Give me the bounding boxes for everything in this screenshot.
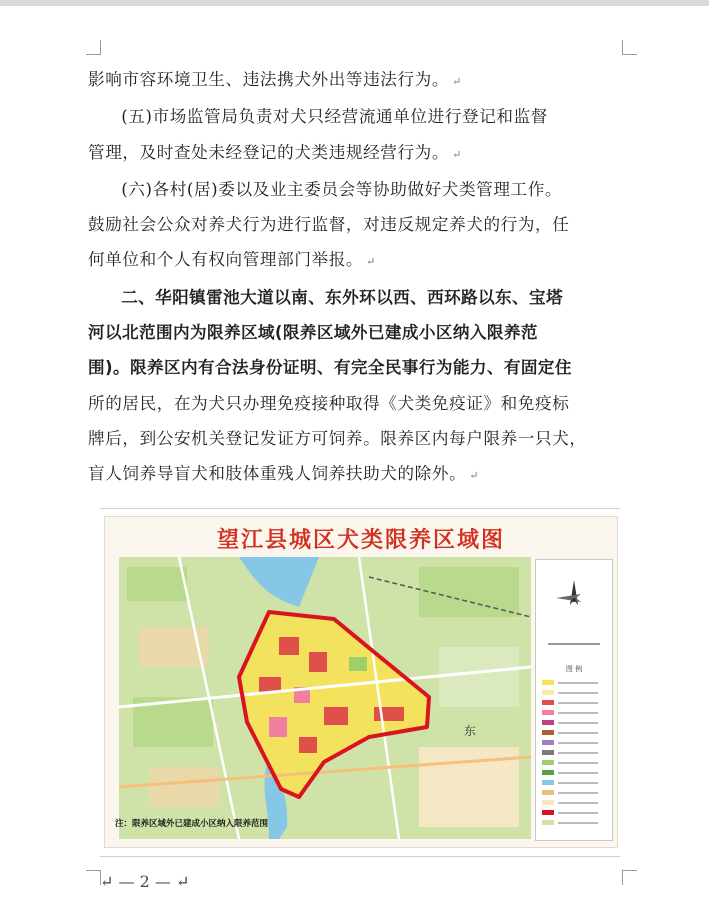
legend-swatch (542, 710, 554, 715)
footer-left-mark: ↵ (100, 872, 114, 891)
legend-swatch (542, 690, 554, 695)
legend-text (558, 742, 598, 744)
legend-text (558, 732, 598, 734)
margin-mark-bottom-right (622, 870, 637, 885)
return-mark-icon: ↵ (366, 255, 376, 269)
map-note: 注：限养区域外已建成小区纳入限养范围 (115, 819, 269, 829)
return-mark-icon: ↵ (469, 469, 480, 483)
footer-right-mark: ↵ (175, 872, 190, 891)
legend-text (558, 712, 598, 714)
legend-swatch (542, 750, 554, 755)
page-number: — 2 — (118, 872, 171, 891)
section-2-line: 围)。限养区内有合法身份证明、有完全民事行为能力、有固定住 (88, 358, 572, 378)
legend-swatch (542, 820, 554, 825)
section-2-line: 河以北范围内为限养区域(限养区域外已建成小区纳入限养范 (88, 323, 538, 343)
paragraph-line: 影响市容环境卫生、违法携犬外出等违法行为。 ↵ (88, 70, 462, 89)
map-drawing (119, 557, 531, 839)
legend-swatch (542, 780, 554, 785)
page-footer (100, 872, 189, 891)
paragraph-line: 管理，及时查处未经登记的犬类违规经营行为。 ↵ (88, 142, 462, 162)
legend-text (558, 822, 598, 824)
paragraph-line: 何单位和个人有权向管理部门举报。 ↵ (88, 250, 376, 270)
section-2-line: 二、华阳镇雷池大道以南、东外环以西、西环路以东、宝塔 (121, 287, 564, 307)
margin-mark-bottom-left (86, 870, 101, 885)
legend-text (558, 702, 598, 704)
margin-mark-top-left (86, 40, 101, 55)
legend-swatch (542, 740, 554, 745)
paragraph-line: (五)市场监管局负责对犬只经营流通单位进行登记和监督 (121, 107, 548, 127)
map-legend (535, 559, 613, 841)
legend-text (558, 692, 598, 694)
paragraph-line: 鼓励社会公众对养犬行为进行监督，对违反规定养犬的行为，任 (88, 215, 570, 235)
legend-text (558, 752, 598, 754)
margin-mark-top-right (622, 40, 637, 55)
legend-text (558, 792, 598, 794)
legend-swatch (542, 700, 554, 705)
legend-text (558, 782, 598, 784)
return-mark-icon: ↵ (452, 75, 462, 88)
legend-swatch (542, 760, 554, 765)
legend-text (558, 812, 598, 814)
legend-text (558, 802, 598, 804)
legend-text (558, 682, 598, 684)
legend-text (558, 722, 598, 724)
legend-swatch (542, 680, 554, 685)
divider-bottom (100, 856, 620, 857)
legend-swatch (542, 810, 554, 815)
return-mark-icon: ↵ (452, 147, 462, 161)
legend-title: 图 例 (565, 665, 583, 673)
legend-swatch (542, 770, 554, 775)
top-strip (0, 0, 709, 6)
section-2-line: 牌后，到公安机关登记发证方可饲养。限养区内每户限养一只犬， (88, 428, 587, 448)
legend-swatch (542, 720, 554, 725)
body-text (88, 62, 643, 494)
map-label-east: 东 (464, 724, 477, 738)
map-title: 望江县城区犬类限养区域图 (216, 527, 505, 553)
legend-swatch (542, 800, 554, 805)
legend-text (558, 772, 598, 774)
compass-icon (536, 560, 612, 660)
map-image (119, 557, 531, 839)
section-2-line: 所的居民，在为犬只办理免疫接种取得《犬类免疫证》和免疫标 (88, 393, 570, 413)
section-2-line: 盲人饲养导盲犬和肢体重残人饲养扶助犬的除外。 ↵ (88, 464, 480, 484)
map-figure (104, 516, 618, 848)
legend-text (558, 762, 598, 764)
paragraph-line: (六)各村(居)委以及业主委员会等协助做好犬类管理工作。 (121, 179, 563, 199)
divider-top (100, 508, 620, 509)
legend-swatch (542, 790, 554, 795)
legend-swatch (542, 730, 554, 735)
